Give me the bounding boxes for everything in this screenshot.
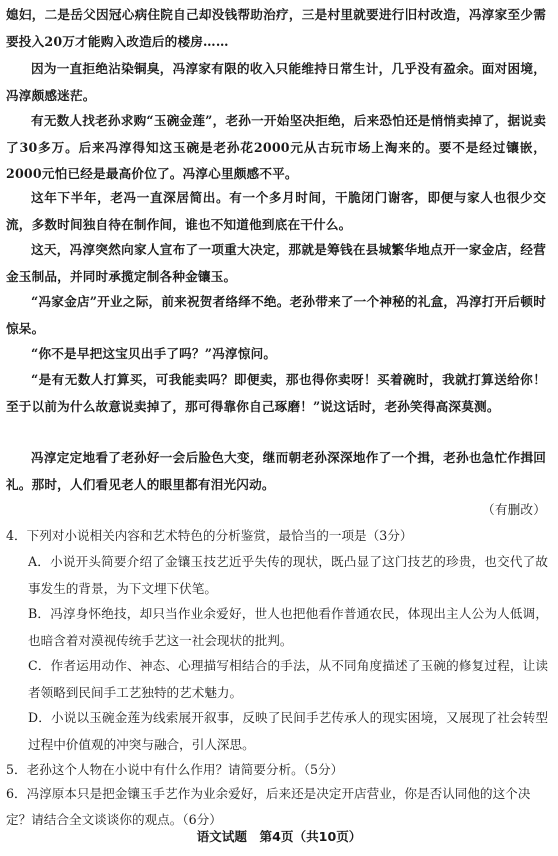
question-4-stem: 4．下列对小说相关内容和艺术特色的分析鉴赏，最恰当的一项是（3分） bbox=[6, 528, 413, 543]
passage-paragraph: 这天，冯淳突然向家人宣布了一项重大决定，那就是筹钱在县城繁华地点开一家金店，经营金玉制品，并同时承揽定制各种金镶玉。 bbox=[6, 242, 546, 284]
page-footer: 语文试题 第4页（共10页） bbox=[196, 829, 362, 844]
question-4-option-c: C．作者运用动作、神态、心理描写相结合的手法，从不同角度描述了玉碗的修复过程，让读者领略到民间手工艺独特的艺术魅力。 bbox=[28, 658, 548, 700]
passage-paragraph: 因为一直拒绝沾染铜臭，冯淳家有限的收入只能维持日常生计，几乎没有盈余。面对困境，冯淳颇感迷茫。 bbox=[6, 61, 546, 103]
passage-paragraph: 有无数人找老孙求购“玉碗金莲”，老孙一开始坚决拒绝，后来恐怕还是悄悄卖掉了，据说卖了30多万。后来冯淳得知这玉碗是老孙花2000元从古玩市场上淘来的。要不是经过镶嵌，2000元怕已经是最高价位了。冯淳心里颇感不平。 bbox=[6, 113, 546, 181]
passage-paragraph: 媳妇，二是岳父因冠心病住院自己却没钱帮助治疗，三是村里就要进行旧村改造，冯淳家至少需要投入20万才能购入改造后的楼房…… bbox=[6, 7, 546, 49]
passage-paragraph: “你不是早把这宝贝出手了吗？”冯淳惊问。 bbox=[31, 346, 277, 361]
passage-paragraph: “冯家金店”开业之际，前来祝贺者络绎不绝。老孙带来了一个神秘的礼盒，冯淳打开后顿时惊呆。 bbox=[6, 294, 546, 336]
passage-paragraph: “是有无数人打算买，可我能卖吗？即便卖，那也得你卖呀！买着碗时，我就打算送给你！至于以前为什么故意说卖掉了，那可得靠你自己琢磨！”说这话时，老孙笑得高深莫测。 bbox=[6, 372, 546, 414]
passage-paragraph: 冯淳定定地看了老孙好一会后脸色大变，继而朝老孙深深地作了一个揖，老孙也急忙作揖回礼。那时，人们看见老人的眼里都有泪光闪动。 bbox=[6, 450, 546, 492]
passage-paragraph: 这年下半年，老冯一直深居简出。有一个多月时间，干脆闭门谢客，即便与家人也很少交流，多数时间独自待在制作间，谁也不知道他到底在干什么。 bbox=[6, 190, 546, 232]
question-4-option-a: A．小说开头简要介绍了金镶玉技艺近乎失传的现状，既凸显了这门技艺的珍贵，也交代了故事发生的背景，为下文埋下伏笔。 bbox=[28, 554, 548, 596]
question-4-option-d: D．小说以玉碗金莲为线索展开叙事，反映了民间手艺传承人的现实困境，又展现了社会转型过程中价值观的冲突与融合，引人深思。 bbox=[28, 710, 548, 752]
question-4-option-b: B．冯淳身怀绝技，却只当作业余爱好，世人也把他看作普通农民，体现出主人公为人低调，也暗含着对漠视传统手艺这一社会现状的批判。 bbox=[28, 606, 548, 648]
question-6: 6．冯淳原本只是把金镶玉手艺作为业余爱好，后来还是决定开店营业，你是否认同他的这个决定？请结合全文谈谈你的观点。（6分） bbox=[6, 786, 531, 827]
question-5: 5．老孙这个人物在小说中有什么作用？请简要分析。（5分） bbox=[6, 762, 344, 777]
edit-note: （有删改） bbox=[482, 502, 546, 517]
